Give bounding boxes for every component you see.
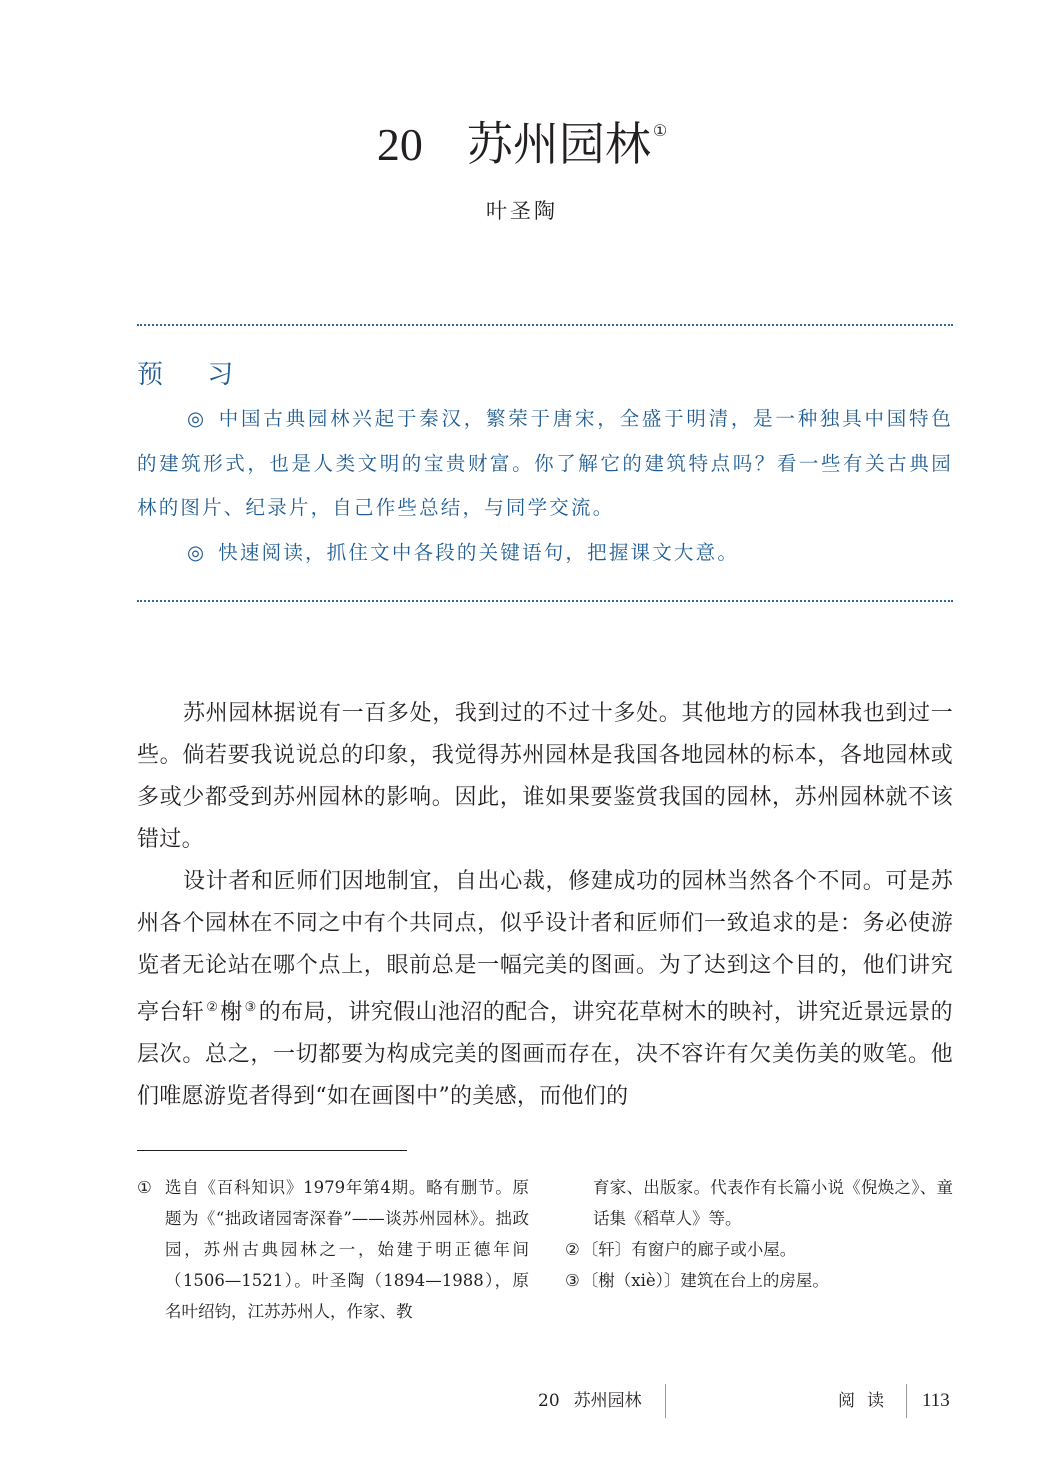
footnote-1	[137, 1172, 529, 1327]
footnote-text: 〔轩〕有窗户的廊子或小屋。	[581, 1240, 797, 1259]
footnote-3	[565, 1265, 953, 1296]
paragraph-text: 的布局，讲究假山池沼的配合，讲究花草树木的映衬，讲究近景远景的层次。总之，一切都要为构成完美的图画而存在，决不容许有欠美伤美的败笔。他们唯愿游览者得到“如在画图中”的美感，而他们的	[137, 1000, 953, 1109]
footnote-mark: ①	[137, 1178, 152, 1197]
body-paragraph	[137, 861, 953, 1118]
footnote-text: 〔榭（xiè）〕建筑在台上的房屋。	[581, 1271, 829, 1290]
footnote-mark: ③	[565, 1271, 580, 1290]
footer-section: 阅读	[838, 1391, 896, 1411]
preview-box	[137, 356, 953, 575]
footnote-text: 选自《百科知识》1979年第4期。略有删节。原题为《“拙政诸园寄深眷”——谈苏州园林》。拙政园，苏州古典园林之一，始建于明正德年间（1506—1521）。叶圣陶（1894—1988），原名叶绍钧，江苏苏州人，作家、教	[165, 1178, 529, 1321]
running-footer-title	[538, 1386, 642, 1416]
lesson-title-text: 苏州园林	[466, 119, 651, 170]
lesson-title	[0, 102, 1044, 175]
footer-divider	[665, 1384, 666, 1418]
footnote-mark: ②	[565, 1240, 580, 1259]
author-name: 叶圣陶	[486, 199, 558, 223]
footer-lesson-number: 20	[538, 1391, 560, 1411]
article-body	[137, 693, 953, 1118]
preview-heading: 预 习	[137, 360, 252, 390]
footnote-ref-2[interactable]: ②	[206, 1000, 219, 1015]
preview-bottom-divider	[137, 600, 953, 602]
footnote-column-right	[565, 1172, 953, 1296]
footer-lesson-title: 苏州园林	[573, 1391, 642, 1411]
preview-item-text: 中国古典园林兴起于秦汉，繁荣于唐宋，全盛于明清，是一种独具中国特色的建筑形式，也是人类文明的宝贵财富。你了解它的建筑特点吗？看一些有关古典园林的图片、纪录片，自己作些总结，与同学交流。	[137, 407, 953, 519]
footnote-ref-3[interactable]: ③	[244, 1000, 257, 1015]
footnote-1-continued: 育家、出版家。代表作有长篇小说《倪焕之》、童话集《稻草人》等。	[593, 1178, 953, 1228]
preview-top-divider	[137, 324, 953, 326]
preview-item-text: 快速阅读，抓住文中各段的关键语句，把握课文大意。	[218, 540, 740, 564]
body-paragraph: 苏州园林据说有一百多处，我到过的不过十多处。其他地方的园林我也到过一些。倘若要我说说总的印象，我觉得苏州园林是我国各地园林的标本，各地园林或多或少都受到苏州园林的影响。因此，谁如果要鉴赏我国的园林，苏州园林就不该错过。	[137, 701, 953, 852]
bullet-icon: ◎	[187, 407, 207, 430]
footnote-2	[565, 1234, 953, 1265]
footnote-divider	[137, 1150, 407, 1151]
page-number: 113	[922, 1390, 950, 1411]
lesson-number: 20	[376, 119, 423, 170]
paragraph-text: 榭	[220, 1000, 243, 1025]
footnote-column-left	[137, 1172, 529, 1327]
preview-item	[137, 531, 953, 576]
preview-item	[137, 397, 953, 531]
footer-divider	[906, 1384, 907, 1418]
paragraph-text: 设计者和匠师们因地制宜，自出心裁，修建成功的园林当然各个不同。可是苏州各个园林在不同之中有个共同点，似乎设计者和匠师们一致追求的是：务必使游览者无论站在哪个点上，眼前总是一幅完美的图画。为了达到这个目的，他们讲究亭台轩	[137, 869, 953, 1025]
bullet-icon: ◎	[187, 540, 207, 564]
title-footnote-mark[interactable]: ①	[652, 123, 668, 140]
